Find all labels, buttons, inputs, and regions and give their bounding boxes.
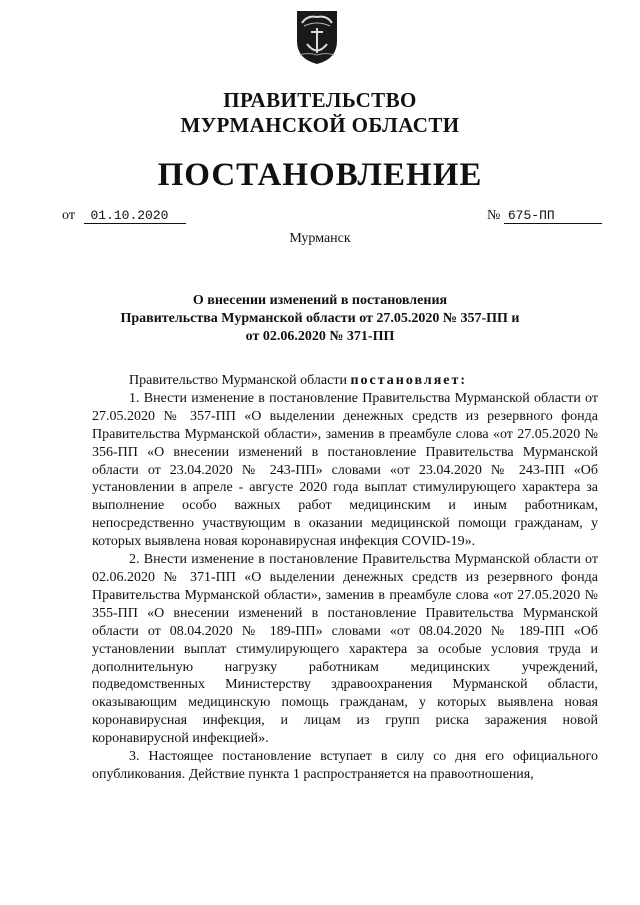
murmansk-coat-of-arms-icon (294, 8, 340, 66)
subject-line1: О внесении изменений в постановления (192, 293, 448, 308)
intro-text: Правительство Мурманской области (129, 373, 351, 388)
number-line (487, 208, 602, 224)
subject-line2: Правительства Мурманской области от 27.05.2020 № 357-ПП и (120, 311, 520, 326)
intro-paragraph (92, 372, 598, 390)
date-value: 01.10.2020 (84, 208, 186, 224)
clause-3: 3. Настоящее постановление вступает в силу со дня его официального опубликования. Действие пункта 1 распространяется на правоотношения, (92, 749, 598, 782)
date-prefix: от (62, 208, 75, 223)
document-body (92, 372, 598, 784)
number-prefix: № (487, 208, 501, 223)
date-line (62, 208, 186, 224)
government-name-line1: ПРАВИТЕЛЬСТВО (223, 88, 417, 112)
subject-heading (90, 292, 550, 346)
city-name: Мурманск (289, 231, 351, 246)
number-value: 675-ПП (504, 208, 602, 224)
government-name-line2: МУРМАНСКОЙ ОБЛАСТИ (180, 113, 460, 137)
clause-2: 2. Внести изменение в постановление Правительства Мурманской области от 02.06.2020 № 371-ПП «О выделении денежных средств из резервного фонда Правительства Мурманской области», заменив в преамбуле слова «от 27.05.2020 № 355-ПП «О внесении изменений в постановление Правительства Мурманской области от 08.04.2020 № 189-ПП» словами «от 08.04.2020 № 189-ПП «Об установлении выплат стимулирующего характера за особые условия труда и дополнительную нагрузку работникам медицинских учреждений, подведомственных Министерству здравоохранения Мурманской области, оказывающим медицинскую помощь гражданам, у которых выявлена новая коронавирусная инфекция, и лицам из групп риска заражения новой коронавирусной инфекцией». (92, 552, 598, 747)
intro-decrees: постановляет: (350, 373, 468, 388)
clause-1: 1. Внести изменение в постановление Правительства Мурманской области от 27.05.2020 № 357-ПП «О выделении денежных средств из резервного фонда Правительства Мурманской области», заменив в преамбуле слова «от 27.05.2020 № 356-ПП «О внесении изменений в постановление Правительства Мурманской области от 23.04.2020 № 243-ПП» словами «от 23.04.2020 № 243-ПП «Об установлении в апреле - августе 2020 года выплат стимулирующего характера за выполнение особо важных работ медицинским и иным работникам, непосредственно участвующим в оказании медицинской помощи гражданам, у которых выявлена новая коронавирусная инфекция COVID-19». (92, 390, 598, 550)
subject-line3: от 02.06.2020 № 371-ПП (245, 329, 395, 344)
document-type-title: ПОСТАНОВЛЕНИЕ (157, 157, 483, 193)
